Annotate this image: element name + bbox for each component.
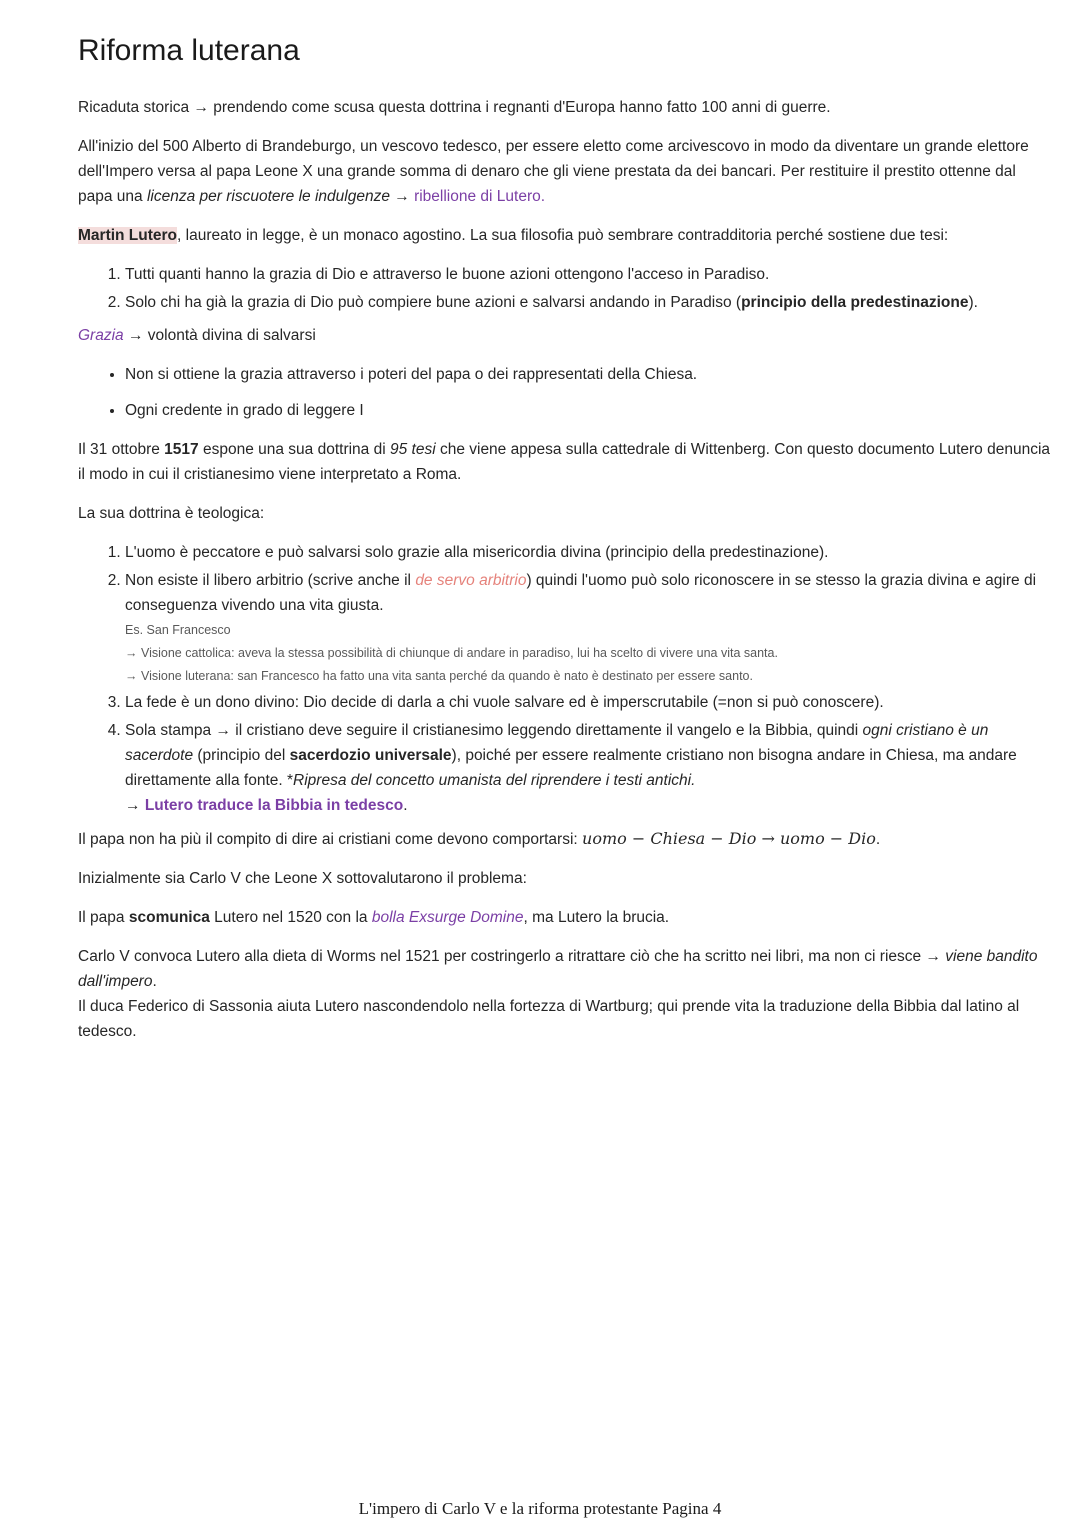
paragraph [78, 826, 1052, 852]
text-run: , laureato in legge, è un monaco agostino. La sua filosofia può sembrare contradditoria perché sostiene due tesi: [177, 227, 949, 244]
text-run: All'inizio del 500 Alberto di Brandeburgo, un vescovo tedesco, per essere eletto come arcivescovo in modo da diventare un grande elettore dell'Impero versa al papa Leone X una grande somma di denaro che gli viene prestata da dei bancari. Per restituire il prestito ottenne dal papa una [78, 138, 1029, 205]
text-run: → [389, 188, 415, 205]
text-run: Il papa non ha più il compito di dire ai cristiani come devono comportarsi: [78, 831, 583, 848]
text-run: Lutero traduce la Bibbia in tedesco [144, 797, 404, 814]
text-run: ), poiché per essere realmente cristiano non bisogna andare in Chiesa, ma andare direttamente alla fonte. * [125, 747, 1017, 789]
paragraph [78, 905, 1052, 930]
text-run: Carlo V convoca Lutero alla dieta di Worms nel 1521 per costringerlo a ritrattare ciò che ha scritto nei libri, ma non ci riesce → [78, 948, 946, 965]
text-run: → [125, 797, 145, 814]
numbered-list [78, 262, 1052, 315]
paragraph [78, 95, 1052, 120]
text-run: uomo − Chiesa − Dio → uomo − Dio [582, 829, 876, 848]
note-line: Es. San Francesco [125, 623, 231, 637]
paragraph [78, 944, 1052, 1044]
text-run: Lutero nel 1520 con la [209, 909, 372, 926]
list-item [125, 398, 1052, 423]
text-run: Il duca Federico di Sassonia aiuta Lutero nascondendolo nella fortezza di Wartburg; qui prende vita la traduzione della Bibbia dal latino al tedesco. [78, 998, 1020, 1040]
document-body [78, 95, 1052, 1044]
text-run: Ricaduta storica → prendendo come scusa questa dottrina i regnanti d'Europa hanno fatto 100 anni di guerre. [78, 99, 831, 116]
text-run: La sua dottrina è teologica: [78, 505, 265, 522]
page-title: Riforma luterana [78, 34, 300, 67]
text-run: Tutti quanti hanno la grazia di Dio e attraverso le buone azioni ottengono l'acceso in Paradiso. [125, 266, 770, 283]
note-line: → Visione luterana: san Francesco ha fatto una vita santa perché da quando è nato è destinato per essere santo. [125, 669, 753, 683]
text-run: L'uomo è peccatore e può salvarsi solo grazie alla misericordia divina (principio della predestinazione). [125, 544, 829, 561]
text-run: ) quindi l'uomo può solo riconoscere in se stesso la grazia divina e agire di conseguenza vivendo una vita giusta. [125, 572, 1037, 614]
list-item [125, 362, 1052, 387]
text-run: 1517 [164, 441, 199, 458]
text-run: Il papa [78, 909, 129, 926]
text-run: . [152, 973, 157, 990]
text-run: sacerdozio universale [289, 747, 452, 764]
paragraph [78, 866, 1052, 891]
text-run: bolla Exsurge Domine [371, 909, 524, 926]
text-run: Martin Lutero [78, 227, 178, 244]
text-run: scomunica [128, 909, 210, 926]
text-run: . [875, 831, 881, 848]
text-run: 95 tesi [389, 441, 436, 458]
text-run: Sola stampa → il cristiano deve seguire il cristianesimo leggendo direttamente il vangelo e la Bibbia, quindi [125, 722, 863, 739]
paragraph [78, 501, 1052, 526]
text-run: . [403, 797, 408, 814]
list-item [125, 262, 1052, 287]
text-run: Il 31 ottobre [78, 441, 165, 458]
text-run: viene bandito dall'impero [78, 948, 1038, 990]
text-run: La fede è un dono divino: Dio decide di darla a chi vuole salvare ed è imperscrutabile (=non si può conoscere). [125, 694, 884, 711]
paragraph [78, 134, 1052, 209]
text-run: Non esiste il libero arbitrio (scrive anche il [125, 572, 416, 589]
text-run: Grazia [78, 327, 124, 344]
text-run: de servo arbitrio [415, 572, 527, 589]
paragraph [78, 323, 1052, 348]
text-run: Solo chi ha già la grazia di Dio può compiere bune azioni e salvarsi andando in Paradiso ( [125, 294, 742, 311]
text-run: , ma Lutero la brucia. [523, 909, 670, 926]
text-run: principio della predestinazione [741, 294, 969, 311]
text-run: (principio del [193, 747, 290, 764]
text-run: Ripresa del concetto umanista del riprendere i testi antichi. [293, 772, 696, 789]
text-run: espone una sua dottrina di [198, 441, 390, 458]
paragraph [78, 437, 1052, 487]
text-run: licenza per riscuotere le indulgenze [146, 188, 390, 205]
text-run: ogni cristiano è un sacerdote [125, 722, 989, 764]
text-run: Inizialmente sia Carlo V che Leone X sottovalutarono il problema: [78, 870, 527, 887]
text-run: Ogni credente in grado di leggere I [125, 402, 364, 419]
text-run: ribellione di Lutero. [414, 188, 546, 205]
list-item [125, 690, 1052, 715]
page-footer: L'impero di Carlo V e la riforma protestante Pagina 4 [358, 1499, 722, 1518]
bullet-list [78, 362, 1052, 423]
list-item [125, 568, 1052, 687]
text-run: Non si ottiene la grazia attraverso i poteri del papa o dei rappresentati della Chiesa. [125, 366, 698, 383]
note-line: → Visione cattolica: aveva la stessa possibilità di chiunque di andare in paradiso, lui ha scelto di vivere una vita santa. [125, 646, 778, 660]
text-run: → volontà divina di salvarsi [123, 327, 316, 344]
text-run: ). [968, 294, 978, 311]
numbered-list [78, 540, 1052, 818]
text-run: che viene appesa sulla cattedrale di Wittenberg. Con questo documento Lutero denuncia il modo in cui il cristianesimo viene interpretato a Roma. [78, 441, 1051, 483]
paragraph [78, 223, 1052, 248]
list-item [125, 718, 1052, 818]
list-item [125, 290, 1052, 315]
list-item [125, 540, 1052, 565]
